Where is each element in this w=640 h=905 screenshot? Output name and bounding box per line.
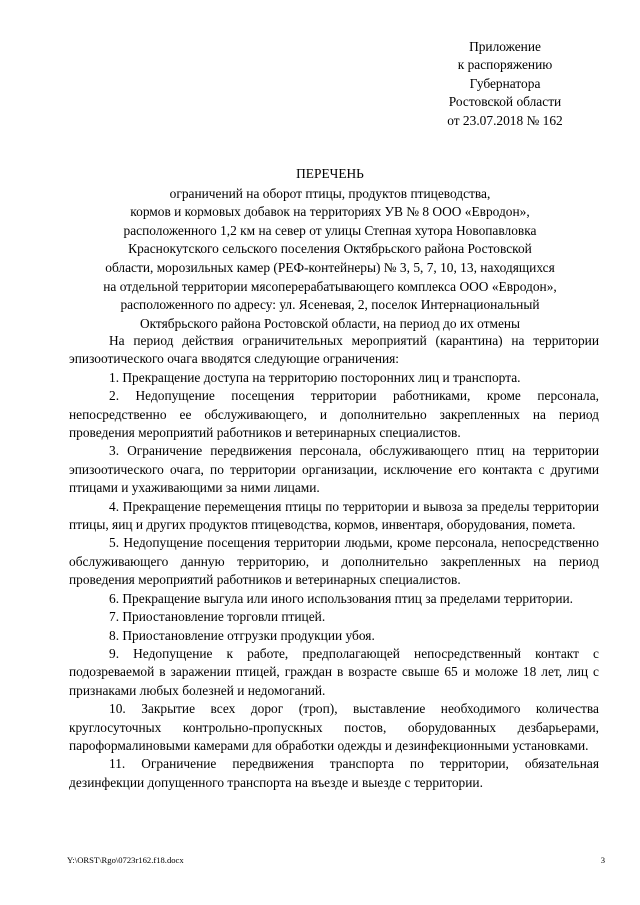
restriction-item-1: 1. Прекращение доступа на территорию посторонних лиц и транспорта.	[109, 369, 521, 385]
title-line: Октябрьского района Ростовской области, на период до их отмены	[139, 315, 521, 331]
title-line: области, морозильных камер (РЕФ-контейнеры) № 3, 5, 7, 10, 13, находящихся	[105, 259, 555, 275]
appendix-line: к распоряжению	[457, 57, 553, 73]
footer-file-path: Y:\ORST\Rgo\0723r162.f18.docx	[67, 855, 184, 865]
appendix-line: Ростовской области	[448, 94, 562, 110]
title-line: расположенного по адресу: ул. Ясеневая, 2, поселок Интернациональный	[120, 297, 540, 313]
restriction-item-9: 9. Недопущение к работе, предполагающей непосредственный контакт с подозреваемой в заражении птицей, граждан в возрасте свыше 65 и моложе 18 лет, лиц с признаками любых болезней и недомоганий.	[69, 645, 599, 698]
appendix-line: Губернатора	[469, 75, 541, 91]
page-number: 3	[600, 855, 605, 865]
title-line: ограничений на оборот птицы, продуктов птицеводства,	[169, 185, 491, 201]
title-line: Краснокутского сельского поселения Октябрьского района Ростовской	[128, 241, 532, 257]
restriction-item-2: 2. Недопущение посещения территории работниками, кроме персонала, непосредственно ее обслуживающего, и дополнительно закрепленных на период проведения мероприятий работников и ветеринарных специалистов.	[69, 388, 599, 441]
title-line: на отдельной территории мясоперерабатывающего комплекса ООО «Евродон»,	[103, 278, 557, 294]
document-body	[69, 332, 599, 792]
restriction-item-4: 4. Прекращение перемещения птицы по территории и вывоза за пределы территории птицы, яиц и других продуктов птицеводства, кормов, инвентаря, оборудования, помета.	[69, 498, 599, 533]
document-title	[64, 165, 596, 333]
restriction-item-5: 5. Недопущение посещения территории людьми, кроме персонала, непосредственно обслуживающего данную территорию, и дополнительно закрепленных на период проведения мероприятий работников и ветеринарных специалистов.	[69, 535, 599, 588]
intro-paragraph: На период действия ограничительных мероприятий (карантина) на территории эпизоотического очага вводятся следующие ограничения:	[69, 333, 599, 367]
appendix-line: от 23.07.2018 № 162	[447, 112, 563, 128]
title-heading: ПЕРЕЧЕНЬ	[296, 166, 364, 181]
title-line: кормов и кормовых добавок на территориях УВ № 8 ООО «Евродон»,	[130, 204, 530, 220]
restriction-item-10: 10. Закрытие всех дорог (троп), выставление необходимого количества круглосуточных контрольно-пропускных постов, оборудованных дезбарьерами, пароформалиновыми камерами для обработки одежды и дезинфекционными установками.	[69, 701, 599, 753]
restriction-item-8: 8. Приостановление отгрузки продукции убоя.	[109, 627, 375, 643]
appendix-header	[400, 38, 610, 130]
restriction-item-6: 6. Прекращение выгула или иного использования птиц за пределами территории.	[109, 590, 573, 606]
title-line: расположенного 1,2 км на север от улицы Степная хутора Новопавловка	[123, 222, 537, 238]
restriction-item-3: 3. Ограничение передвижения персонала, обслуживающего птиц на территории эпизоотического очага, по территории организации, исключение его контакта с другими птицами и ухаживающими за ними лицами.	[69, 443, 599, 496]
appendix-line: Приложение	[469, 39, 541, 54]
restriction-item-11: 11. Ограничение передвижения транспорта по территории, обязательная дезинфекции допущенного транспорта на въезде и выезде с территории.	[69, 756, 599, 790]
restriction-item-7: 7. Приостановление торговли птицей.	[109, 609, 326, 625]
